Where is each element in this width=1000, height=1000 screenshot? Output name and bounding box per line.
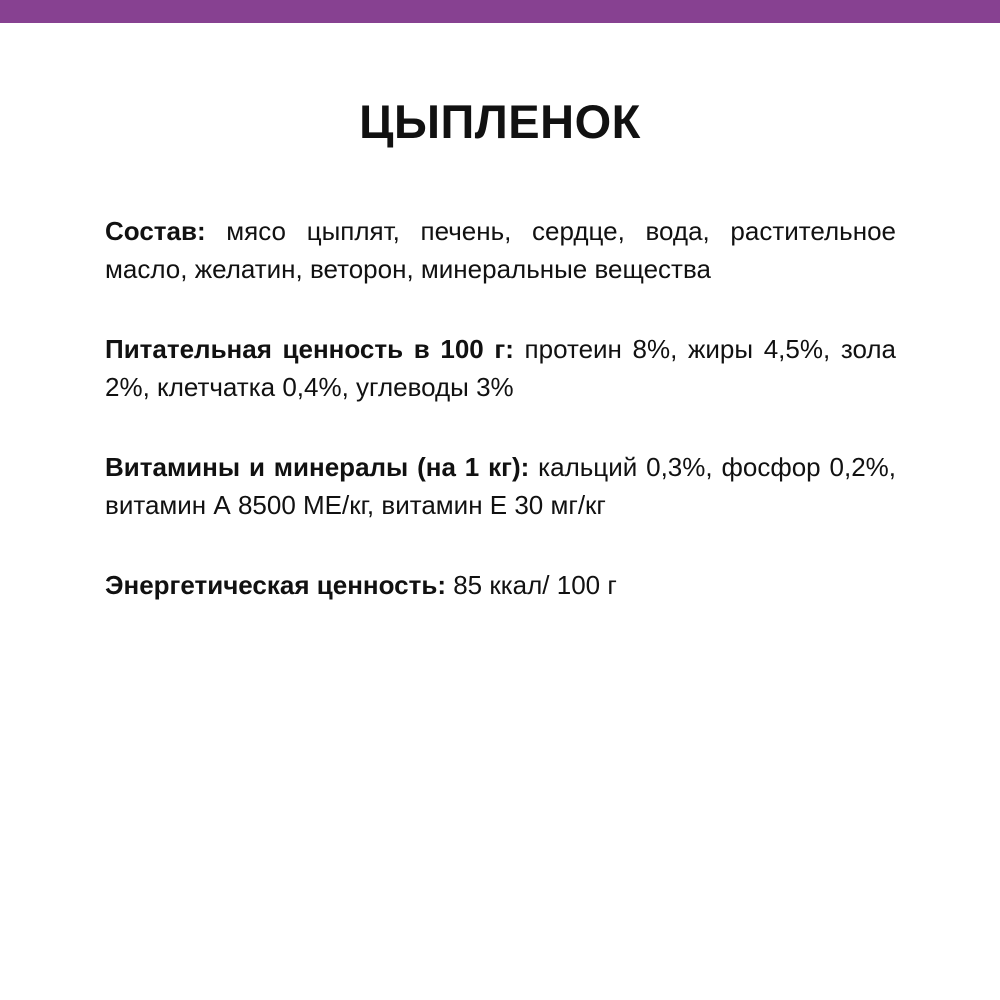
nutrition-text: протеин 8%, жиры 4,5%, зола 2%, клетчатка 0,4%, углеводы 3% bbox=[105, 334, 896, 402]
product-info bbox=[105, 212, 896, 646]
energy-paragraph bbox=[105, 566, 896, 604]
top-accent-bar bbox=[0, 0, 1000, 23]
vitamins-label: Витамины и минералы (на 1 кг): bbox=[105, 452, 530, 482]
energy-text: 85 ккал/ 100 г bbox=[445, 570, 617, 600]
composition-paragraph bbox=[105, 212, 896, 288]
page-title: ЦЫПЛЕНОК bbox=[359, 95, 641, 148]
nutrition-label: Питательная ценность в 100 г: bbox=[105, 334, 514, 364]
vitamins-text: кальций 0,3%, фосфор 0,2%, витамин А 8500 МЕ/кг, витамин Е 30 мг/кг bbox=[105, 452, 896, 520]
nutrition-paragraph bbox=[105, 330, 896, 406]
energy-label: Энергетическая ценность: bbox=[105, 570, 446, 600]
vitamins-paragraph bbox=[105, 448, 896, 524]
composition-label: Состав: bbox=[105, 216, 206, 246]
composition-text: мясо цыплят, печень, сердце, вода, растительное масло, желатин, веторон, минеральные вещества bbox=[105, 216, 896, 284]
